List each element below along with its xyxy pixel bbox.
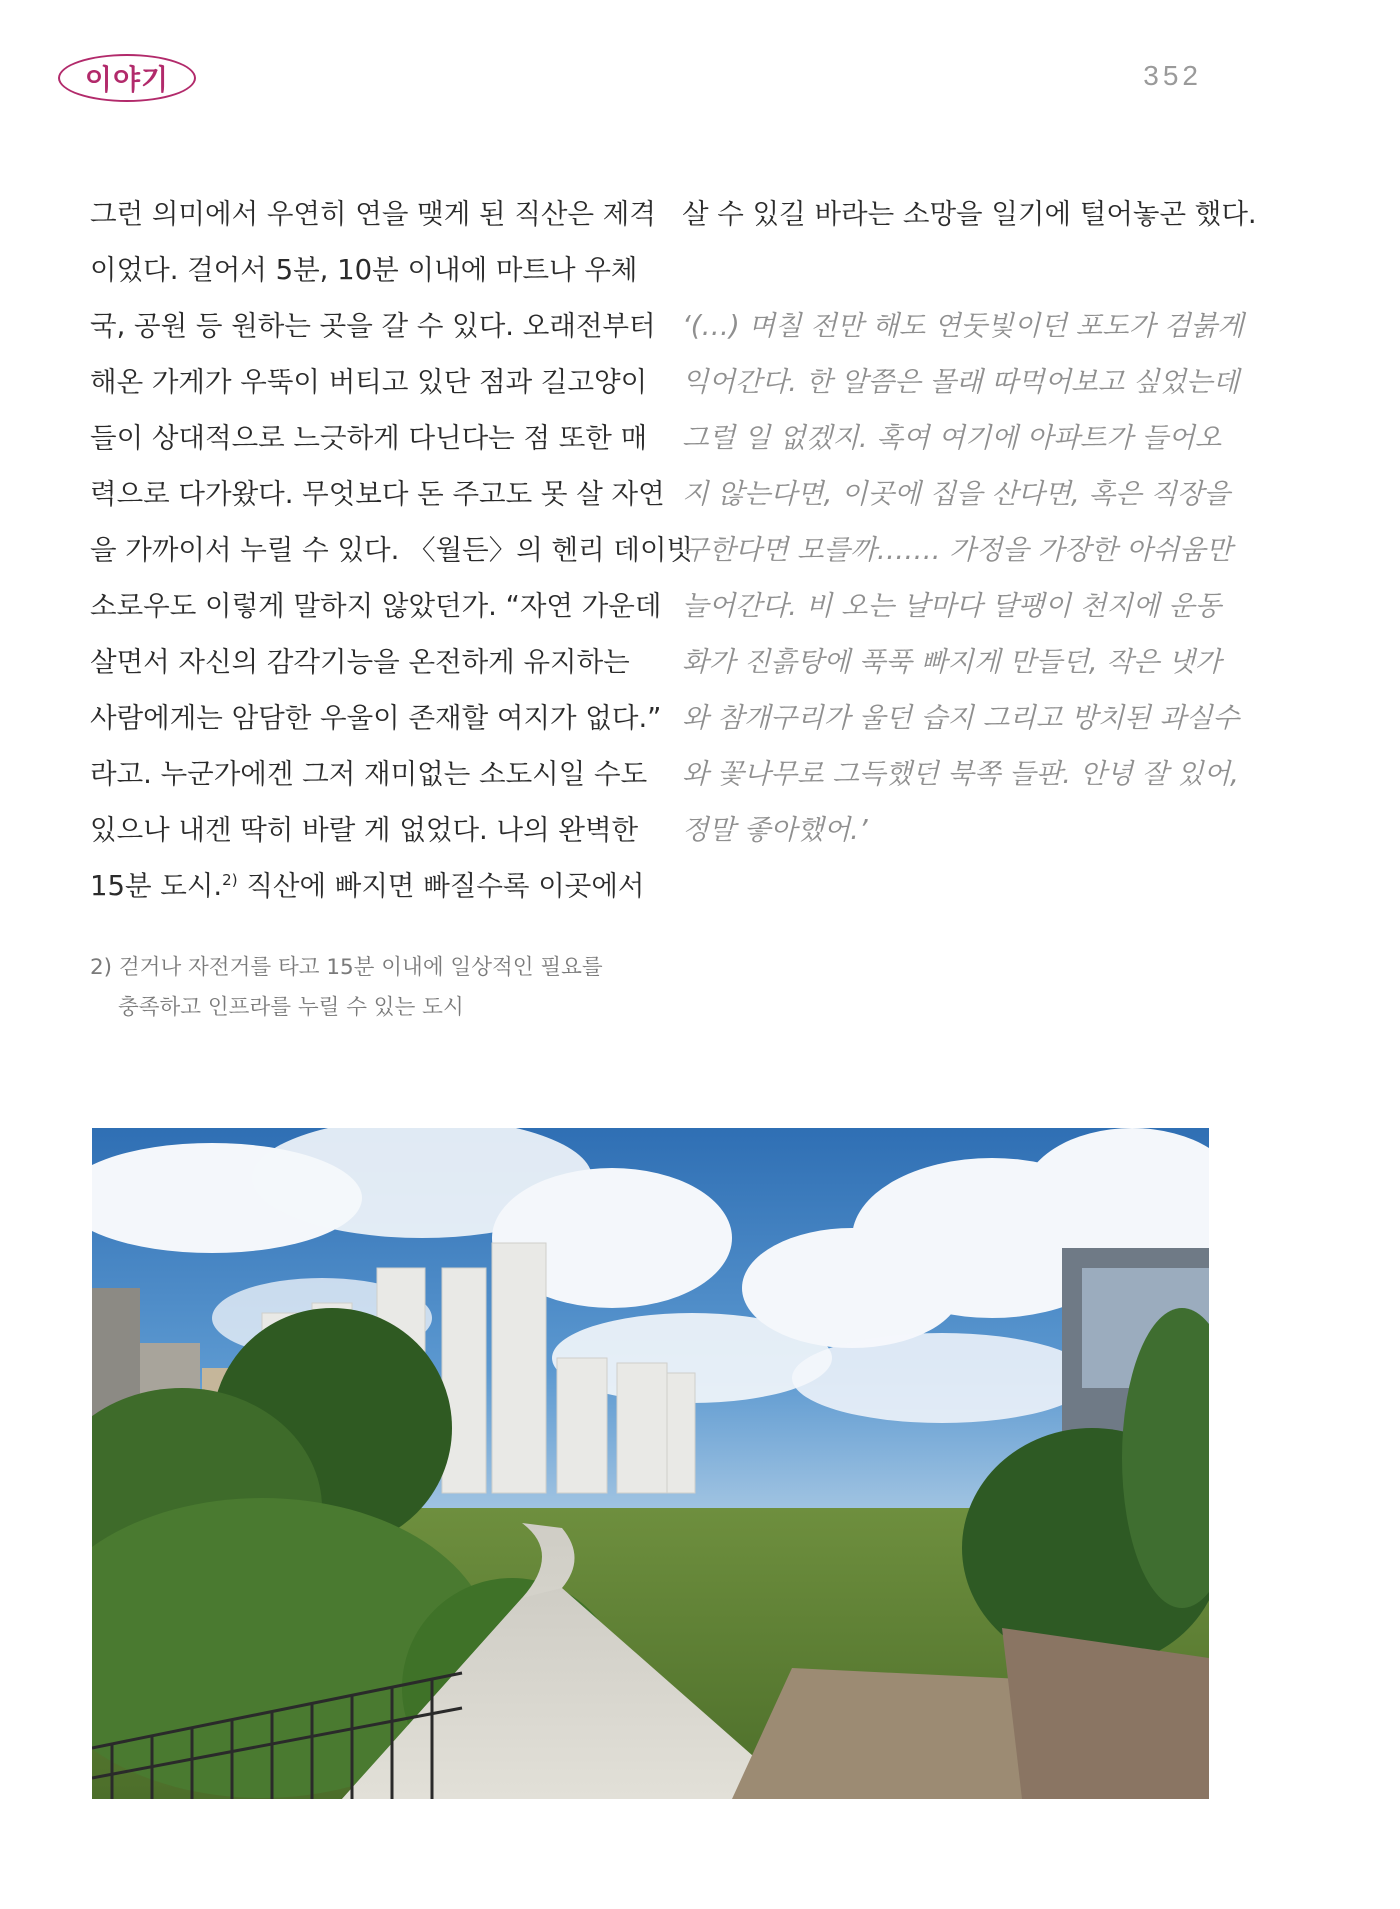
body-line: 그런 의미에서 우연히 연을 맺게 된 직산은 제격 <box>90 198 656 230</box>
body-line: 국, 공원 등 원하는 곳을 갈 수 있다. 오래전부터 <box>90 310 656 342</box>
diary-quote <box>682 298 1244 858</box>
footnote <box>90 948 630 1028</box>
body-line: 이었다. 걸어서 5분, 10분 이내에 마트나 우체 <box>90 254 638 286</box>
quote-line: 지 않는다면, 이곳에 집을 산다면, 혹은 직장을 <box>682 478 1231 510</box>
body-line: 사람에게는 암담한 우울이 존재할 여지가 없다.” <box>90 702 662 734</box>
quote-line: 정말 좋아했어.’ <box>682 814 868 846</box>
quote-line: 와 참개구리가 울던 습지 그리고 방치된 과실수 <box>682 702 1240 734</box>
body-line: 있으나 내겐 딱히 바랄 게 없었다. 나의 완벽한 <box>90 814 639 846</box>
body-line: 을 가까이서 누릴 수 있다. 〈월든〉의 헨리 데이빗 <box>90 534 694 566</box>
footnote-line: 충족하고 인프라를 누릴 수 있는 도시 <box>118 995 464 1020</box>
body-line: 라고. 누군가에겐 그저 재미없는 소도시일 수도 <box>90 758 648 790</box>
footnote-line: 2) 걷거나 자전거를 타고 15분 이내에 일상적인 필요를 <box>90 955 603 980</box>
paragraph-gap <box>682 242 1207 298</box>
quote-line: 구한다면 모를까……. 가정을 가장한 아쉬움만 <box>682 534 1233 566</box>
body-text: 15분 도시. <box>90 870 223 902</box>
body-line: 해온 가게가 우뚝이 버티고 있단 점과 길고양이 <box>90 366 648 398</box>
left-column <box>90 186 694 914</box>
quote-line: ‘(…) 며칠 전만 해도 연둣빛이던 포도가 검붉게 <box>682 310 1244 342</box>
body-line: 살면서 자신의 감각기능을 온전하게 유지하는 <box>90 646 630 678</box>
stone-wall <box>1002 1628 1209 1799</box>
body-line: 살 수 있길 바라는 소망을 일기에 털어놓곤 했다. <box>682 198 1257 230</box>
section-label-badge <box>58 54 196 102</box>
body-line-last <box>90 858 645 914</box>
footnote-reference: 2) <box>222 870 238 889</box>
body-line: 력으로 다가왔다. 무엇보다 돈 주고도 못 살 자연 <box>90 478 665 510</box>
quote-line: 그럴 일 없겠지. 혹여 여기에 아파트가 들어오 <box>682 422 1222 454</box>
body-line: 소로우도 이렇게 말하지 않았던가. “자연 가운데 <box>90 590 662 622</box>
right-column <box>682 186 1257 858</box>
section-label: 이야기 <box>84 63 170 96</box>
page-number: 352 <box>1143 60 1202 91</box>
body-text: 직산에 빠지면 빠질수록 이곳에서 <box>237 870 645 902</box>
quote-line: 늘어간다. 비 오는 날마다 달팽이 천지에 운동 <box>682 590 1222 622</box>
quote-line: 익어간다. 한 알쯤은 몰래 따먹어보고 싶었는데 <box>682 366 1240 398</box>
quote-line: 화가 진흙탕에 푹푹 빠지게 만들던, 작은 냇가 <box>682 646 1222 678</box>
quote-line: 와 꽃나무로 그득했던 북쪽 들판. 안녕 잘 있어, <box>682 758 1239 790</box>
body-line: 들이 상대적으로 느긋하게 다닌다는 점 또한 매 <box>90 422 648 454</box>
landscape-photo <box>92 1128 1209 1799</box>
